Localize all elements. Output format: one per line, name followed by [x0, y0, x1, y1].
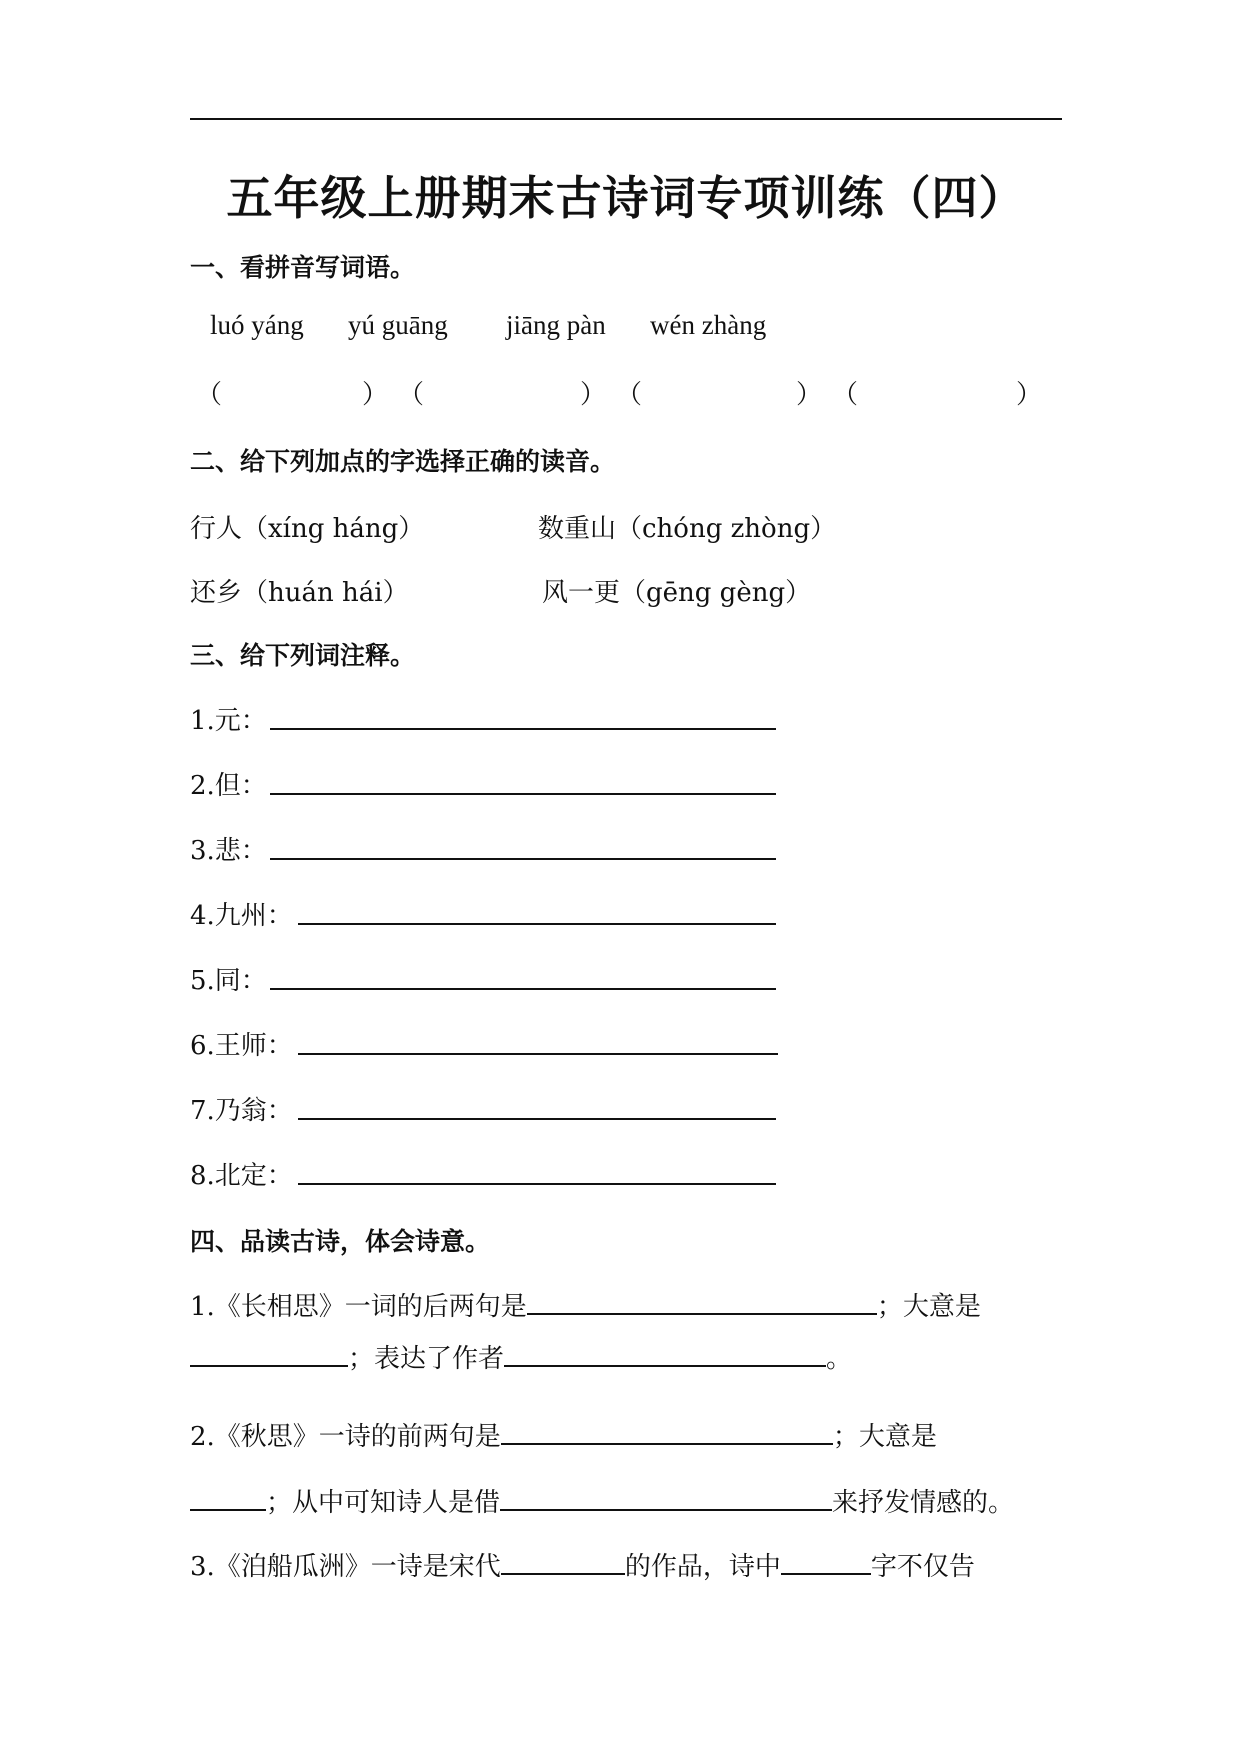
annotation-label-2: 2.但：	[190, 771, 267, 801]
question3-text-c: 字不仅告	[870, 1552, 975, 1582]
section3-heading: 三、给下列词注释。	[190, 641, 416, 670]
section1-heading: 一、看拼音写词语。	[190, 253, 416, 282]
question3-blank-b[interactable]	[781, 1547, 871, 1575]
annotation-label-3: 3.悲：	[190, 836, 267, 866]
answer-paren-open-4: （	[832, 380, 859, 410]
annotation-blank-7[interactable]	[298, 1118, 776, 1120]
question2-line2	[190, 1482, 1014, 1519]
annotation-label-4: 4.九州：	[190, 901, 293, 931]
annotation-label-6: 6.王师：	[190, 1031, 293, 1061]
section2-heading: 二、给下列加点的字选择正确的读音。	[190, 447, 616, 476]
question1-text-a: 1.《长相思》一词的后两句是	[190, 1292, 527, 1322]
question1-line2	[190, 1338, 852, 1375]
reading-item-1: 行人（xíng háng）	[190, 514, 425, 544]
question1-blank-b[interactable]	[190, 1339, 348, 1367]
annotation-label-7: 7.乃翁：	[190, 1096, 293, 1126]
question2-text-c: ；从中可知诗人是借	[266, 1488, 501, 1518]
answer-paren-open-3: （	[616, 380, 643, 410]
question2-line1	[190, 1416, 937, 1453]
annotation-blank-5[interactable]	[270, 988, 776, 990]
section4-heading: 四、品读古诗，体会诗意。	[190, 1227, 491, 1256]
header-rule	[190, 118, 1062, 120]
answer-paren-open-2: （	[398, 380, 425, 410]
question2-text-a: 2.《秋思》一诗的前两句是	[190, 1422, 501, 1452]
annotation-blank-4[interactable]	[298, 923, 776, 925]
question1-blank-a[interactable]	[527, 1287, 877, 1315]
annotation-label-5: 5.同：	[190, 966, 267, 996]
annotation-label-1: 1.元：	[190, 706, 267, 736]
question1-text-d: 。	[826, 1344, 853, 1374]
question1-text-b: ；大意是	[876, 1292, 981, 1322]
pinyin-4: wén zhàng	[650, 310, 767, 340]
pinyin-1: luó yáng	[210, 310, 304, 340]
annotation-blank-2[interactable]	[270, 793, 776, 795]
question3-blank-a[interactable]	[501, 1547, 625, 1575]
question1-blank-c[interactable]	[504, 1339, 826, 1367]
answer-paren-close-1: ）	[362, 380, 389, 410]
question1-line1	[190, 1286, 981, 1323]
annotation-blank-8[interactable]	[298, 1183, 776, 1185]
page-title: 五年级上册期末古诗词专项训练（四）	[226, 171, 1026, 225]
question2-blank-b[interactable]	[190, 1483, 266, 1511]
question3-line1	[190, 1546, 975, 1583]
reading-item-4: 风一更（gēng gèng）	[542, 578, 812, 608]
question2-text-d: 来抒发情感的。	[832, 1488, 1015, 1518]
answer-paren-close-4: ）	[1016, 380, 1043, 410]
pinyin-3: jiāng pàn	[506, 310, 606, 340]
question2-text-b: ；大意是	[832, 1422, 937, 1452]
question3-text-b: 的作品，诗中	[624, 1552, 781, 1582]
question2-blank-a[interactable]	[501, 1417, 833, 1445]
question3-text-a: 3.《泊船瓜洲》一诗是宋代	[190, 1552, 501, 1582]
reading-item-2: 数重山（chóng zhòng）	[538, 514, 837, 544]
annotation-blank-1[interactable]	[270, 728, 776, 730]
question1-text-c: ；表达了作者	[348, 1344, 505, 1374]
annotation-blank-6[interactable]	[298, 1053, 778, 1055]
answer-paren-close-2: ）	[580, 380, 607, 410]
pinyin-2: yú guāng	[348, 310, 448, 340]
answer-paren-close-3: ）	[796, 380, 823, 410]
answer-paren-open-1: （	[196, 380, 223, 410]
annotation-label-8: 8.北定：	[190, 1161, 293, 1191]
annotation-blank-3[interactable]	[270, 858, 776, 860]
reading-item-3: 还乡（huán hái）	[190, 578, 409, 608]
question2-blank-c[interactable]	[500, 1483, 832, 1511]
